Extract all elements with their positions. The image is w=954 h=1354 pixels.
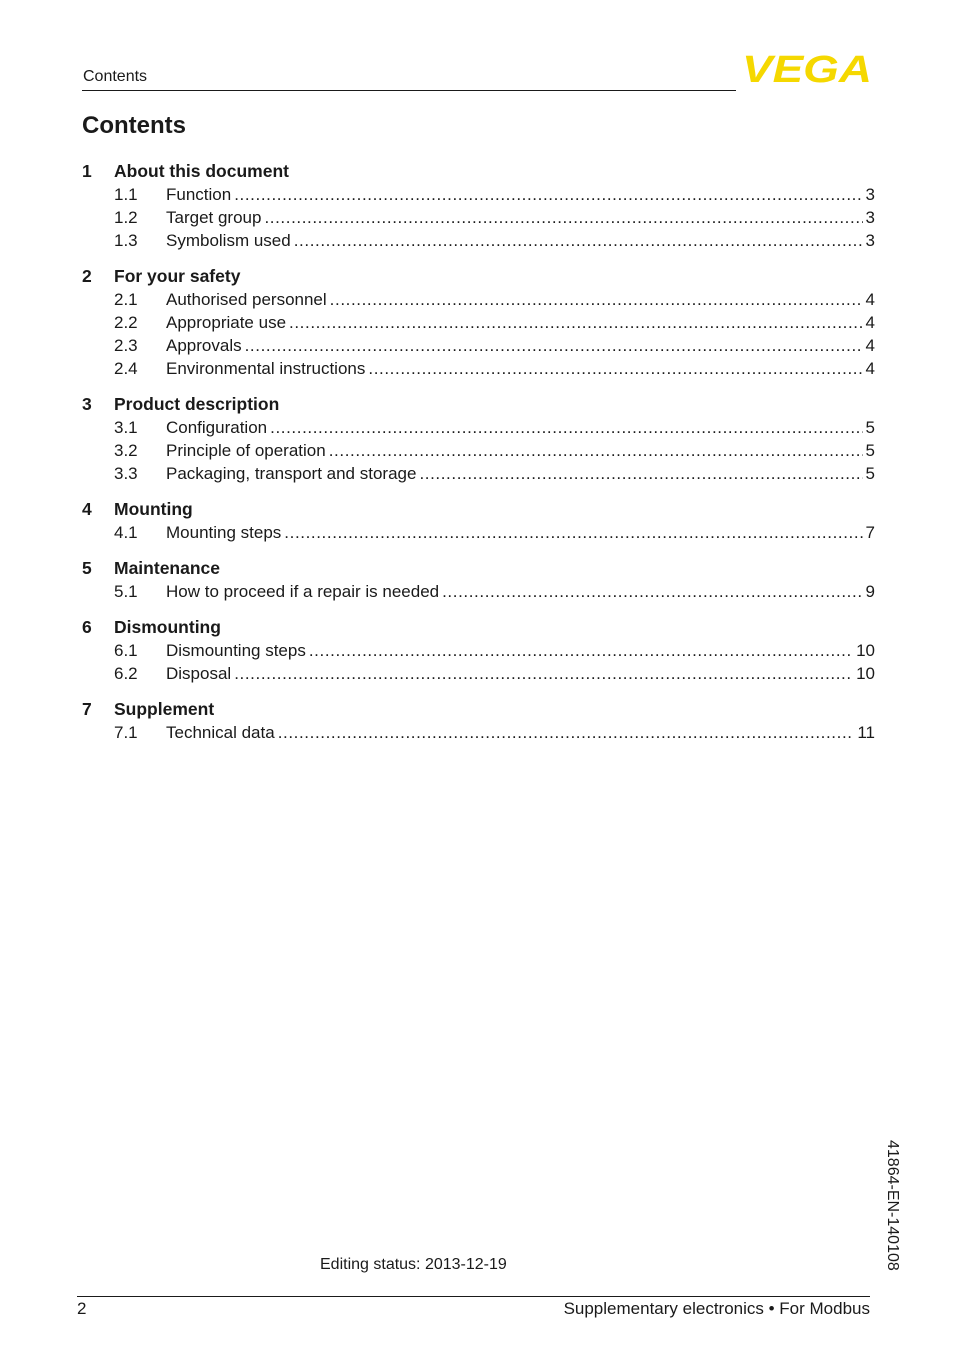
toc-section-heading[interactable] <box>82 392 875 416</box>
entry-number: 2.4 <box>114 359 138 378</box>
entry-page-number: 5 <box>865 418 875 437</box>
entry-title: Target group <box>166 208 262 227</box>
toc-entry[interactable] <box>82 230 875 252</box>
toc-section-heading[interactable] <box>82 556 875 580</box>
entry-page-number: 3 <box>865 208 875 227</box>
toc-section <box>82 556 875 603</box>
entry-number: 4.1 <box>114 523 138 542</box>
toc-section <box>82 264 875 380</box>
vega-logo <box>742 52 872 84</box>
toc-section-heading[interactable] <box>82 615 875 639</box>
toc-section <box>82 615 875 685</box>
dot-leader <box>264 208 862 228</box>
section-number: 3 <box>82 393 92 414</box>
section-number: 1 <box>82 160 92 181</box>
dot-leader <box>442 582 862 602</box>
entry-title: Approvals <box>166 336 242 355</box>
section-number: 5 <box>82 557 92 578</box>
entry-number: 2.3 <box>114 336 138 355</box>
entry-title: Symbolism used <box>166 231 291 250</box>
entry-page-number: 5 <box>865 464 875 483</box>
dot-leader <box>245 336 863 356</box>
entry-title: Disposal <box>166 664 232 683</box>
entry-page-number: 5 <box>865 441 875 460</box>
section-title: Mounting <box>114 498 193 519</box>
entry-page-number: 4 <box>865 290 875 309</box>
section-number: 7 <box>82 698 92 719</box>
entry-page-number: 3 <box>865 231 875 250</box>
toc-section <box>82 697 875 744</box>
entry-number: 7.1 <box>114 723 138 742</box>
toc-section <box>82 159 875 252</box>
entry-number: 1.1 <box>114 185 138 204</box>
entry-page-number: 9 <box>865 582 875 601</box>
toc-entry[interactable] <box>82 640 875 662</box>
section-title: Product description <box>114 393 280 414</box>
entry-page-number: 3 <box>865 185 875 204</box>
toc-entry[interactable] <box>82 581 875 603</box>
entry-page-number: 10 <box>856 641 875 660</box>
section-number: 6 <box>82 616 92 637</box>
footer-title: Supplementary electronics • For Modbus <box>563 1299 870 1318</box>
entry-number: 5.1 <box>114 582 138 601</box>
dot-leader <box>289 313 863 333</box>
page-title: Contents <box>82 112 186 139</box>
page-number: 2 <box>77 1299 87 1318</box>
entry-page-number: 4 <box>865 336 875 355</box>
entry-title: Mounting steps <box>166 523 282 542</box>
toc-entry[interactable] <box>82 335 875 357</box>
toc-entry[interactable] <box>82 417 875 439</box>
entry-title: Function <box>166 185 232 204</box>
document-id: 41864-EN-140108 <box>884 1140 901 1271</box>
toc-entry[interactable] <box>82 312 875 334</box>
entry-number: 6.2 <box>114 664 138 683</box>
dot-leader <box>309 641 853 661</box>
entry-number: 1.3 <box>114 231 138 250</box>
entry-page-number: 4 <box>865 359 875 378</box>
entry-title: Environmental instructions <box>166 359 366 378</box>
toc-entry[interactable] <box>82 663 875 685</box>
entry-page-number: 11 <box>857 723 875 742</box>
toc-entry[interactable] <box>82 289 875 311</box>
entry-title: Principle of operation <box>166 441 326 460</box>
entry-number: 1.2 <box>114 208 138 227</box>
toc-section <box>82 392 875 485</box>
footer-rule <box>77 1296 870 1297</box>
dot-leader <box>234 664 853 684</box>
entry-number: 2.2 <box>114 313 138 332</box>
section-title: Supplement <box>114 698 215 719</box>
entry-title: Packaging, transport and storage <box>166 464 417 483</box>
logo-text: VEGA <box>742 52 872 84</box>
dot-leader <box>368 359 862 379</box>
section-title: For your safety <box>114 265 241 286</box>
toc-entry[interactable] <box>82 722 875 744</box>
section-title: About this document <box>114 160 289 181</box>
table-of-contents <box>82 159 875 756</box>
toc-section-heading[interactable] <box>82 497 875 521</box>
toc-section-heading[interactable] <box>82 159 875 183</box>
entry-page-number: 7 <box>865 523 875 542</box>
entry-title: Technical data <box>166 723 275 742</box>
editing-status: Editing status: 2013-12-19 <box>320 1256 507 1273</box>
dot-leader <box>294 231 863 251</box>
toc-entry[interactable] <box>82 440 875 462</box>
entry-number: 3.2 <box>114 441 138 460</box>
section-number: 2 <box>82 265 92 286</box>
toc-entry[interactable] <box>82 358 875 380</box>
dot-leader <box>329 441 863 461</box>
toc-entry[interactable] <box>82 463 875 485</box>
toc-entry[interactable] <box>82 522 875 544</box>
header-label: Contents <box>83 68 148 85</box>
entry-number: 3.1 <box>114 418 138 437</box>
header-rule <box>82 90 736 91</box>
section-number: 4 <box>82 498 92 519</box>
entry-page-number: 4 <box>865 313 875 332</box>
dot-leader <box>278 723 855 743</box>
entry-title: Dismounting steps <box>166 641 306 660</box>
toc-entry[interactable] <box>82 184 875 206</box>
dot-leader <box>284 523 862 543</box>
dot-leader <box>270 418 862 438</box>
entry-title: Configuration <box>166 418 268 437</box>
section-title: Maintenance <box>114 557 220 578</box>
entry-page-number: 10 <box>856 664 875 683</box>
toc-section <box>82 497 875 544</box>
dot-leader <box>330 290 863 310</box>
section-title: Dismounting <box>114 616 221 637</box>
entry-number: 3.3 <box>114 464 138 483</box>
entry-title: Appropriate use <box>166 313 287 332</box>
dot-leader <box>234 185 862 205</box>
toc-entry[interactable] <box>82 207 875 229</box>
toc-section-heading[interactable] <box>82 264 875 288</box>
entry-title: How to proceed if a repair is needed <box>166 582 440 601</box>
entry-title: Authorised personnel <box>166 290 327 309</box>
entry-number: 6.1 <box>114 641 138 660</box>
toc-section-heading[interactable] <box>82 697 875 721</box>
entry-number: 2.1 <box>114 290 138 309</box>
dot-leader <box>419 464 862 484</box>
